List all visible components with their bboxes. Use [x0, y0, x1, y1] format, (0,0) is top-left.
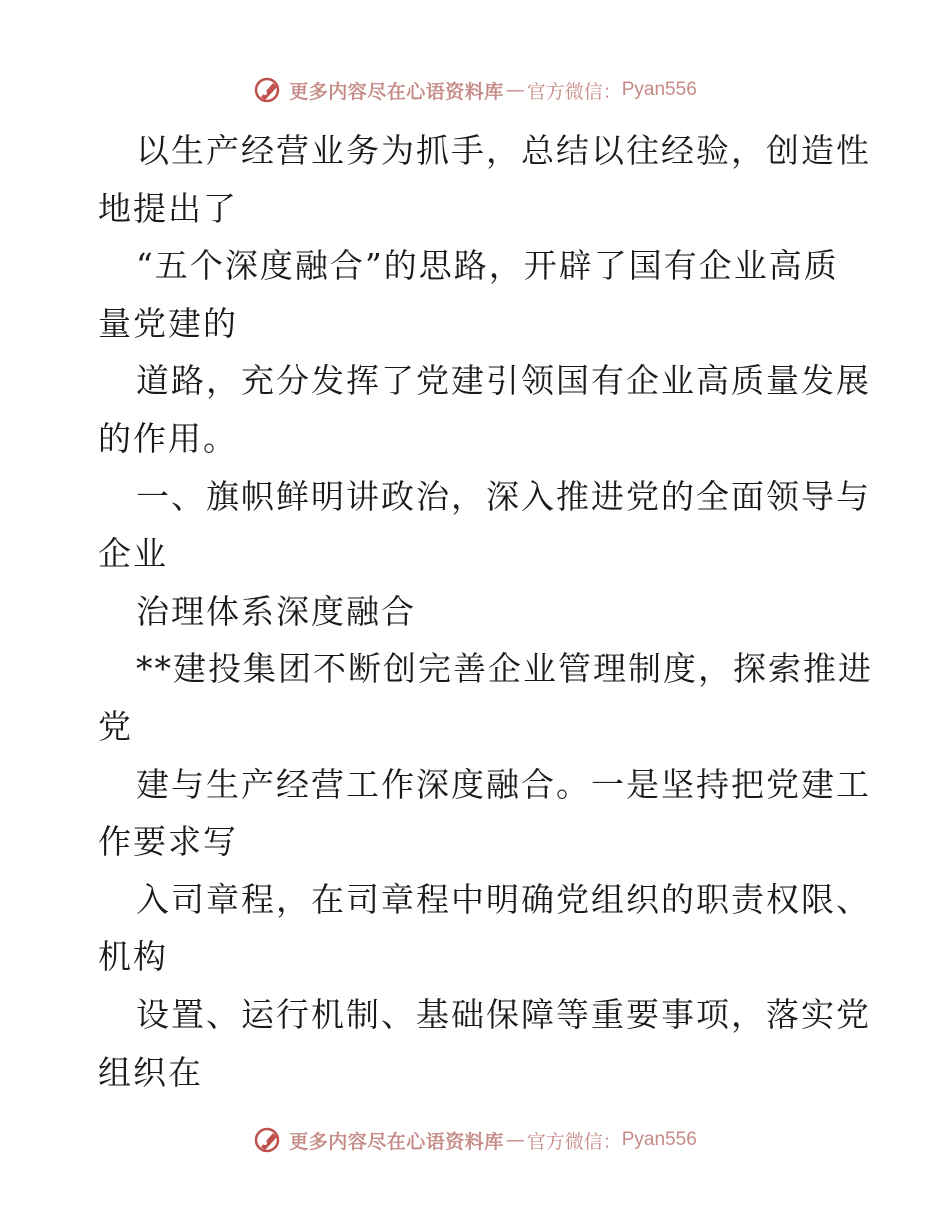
banner-separator: —	[505, 1129, 525, 1151]
body-line: 地提出了	[98, 188, 238, 228]
banner-wechat-id: Pyan556	[621, 1129, 697, 1150]
body-line: 作要求写	[98, 822, 238, 862]
banner-wechat-id: Pyan556	[621, 79, 697, 100]
section-heading-line: 治理体系深度融合	[136, 591, 416, 631]
document-body	[98, 122, 873, 1101]
body-line: 道路，充分发挥了党建引领国有企业高质量发展	[136, 361, 871, 401]
section-heading-line: 一、旗帜鲜明讲政治，深入推进党的全面领导与	[136, 476, 871, 516]
banner-site-text: 更多内容尽在心语资料库	[289, 1130, 504, 1153]
body-line: 的作用。	[98, 418, 238, 458]
body-line: 量党建的	[98, 303, 238, 343]
body-line: 建与生产经营工作深度融合。一是坚持把党建工	[136, 764, 871, 804]
body-line: 机构	[98, 937, 168, 977]
pen-nib-logo-icon	[253, 75, 283, 105]
body-line: 入司章程，在司章程中明确党组织的职责权限、	[136, 879, 871, 919]
body-line: 以生产经营业务为抓手，总结以往经验，创造性	[136, 131, 871, 170]
banner-wechat-label: 官方微信：	[526, 1130, 622, 1153]
section-heading-line: 企业	[98, 534, 168, 574]
body-line: 党	[98, 706, 133, 746]
footer-banner	[0, 1120, 950, 1160]
banner-site-text: 更多内容尽在心语资料库	[289, 80, 504, 103]
banner-separator: —	[505, 79, 525, 101]
body-line: **建投集团不断创完善企业管理制度，探索推进	[136, 649, 873, 689]
banner-wechat-label: 官方微信：	[526, 80, 622, 103]
body-line: “五个深度融合”的思路，开辟了国有企业高质	[136, 246, 839, 286]
header-banner	[0, 70, 950, 110]
body-line: 组织在	[98, 1052, 203, 1092]
pen-nib-logo-icon	[253, 1125, 283, 1155]
body-line: 设置、运行机制、基础保障等重要事项，落实党	[136, 994, 871, 1034]
